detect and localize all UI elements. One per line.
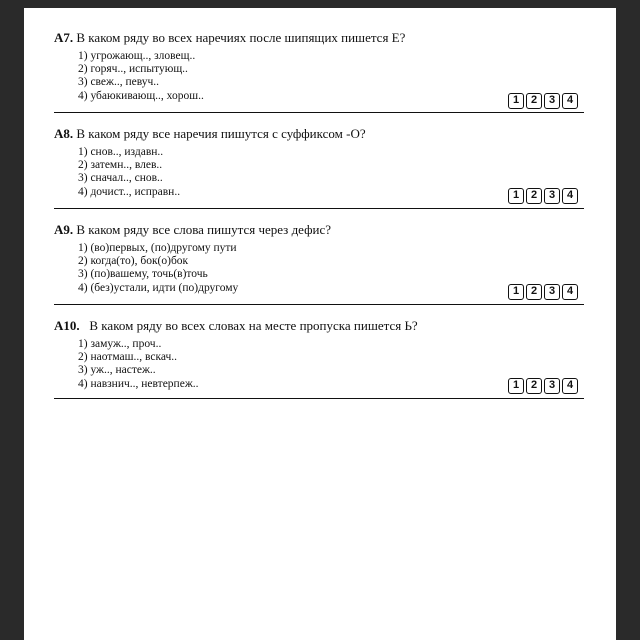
answer-boxes: [508, 188, 578, 204]
question-number: A7.: [54, 30, 74, 45]
answer-box-2[interactable]: 2: [526, 284, 542, 300]
question-text: В каком ряду во всех словах на месте пропуска пишется Ь?: [79, 318, 418, 333]
answer-box-3[interactable]: 3: [544, 284, 560, 300]
divider-line: [54, 112, 584, 113]
option-4: 4) (без)устали, идти (по)другому: [78, 281, 239, 294]
question-a8: [54, 126, 584, 216]
question-number: A10.: [54, 318, 80, 333]
option-3: 3) (по)вашему, точь(в)точь: [78, 268, 208, 281]
divider-line: [54, 398, 584, 399]
answer-box-1[interactable]: 1: [508, 378, 524, 394]
answer-box-4[interactable]: 4: [562, 188, 578, 204]
question-title: [54, 318, 584, 334]
option-1: 1) снов.., издавн..: [78, 146, 164, 158]
answer-box-2[interactable]: 2: [526, 93, 542, 109]
answer-box-2[interactable]: 2: [526, 378, 542, 394]
question-text: В каком ряду все слова пишутся через дефис?: [73, 222, 332, 237]
option-2: 2) горяч.., испытующ..: [78, 63, 188, 76]
option-4: 4) навзнич.., невтерпеж..: [78, 377, 199, 390]
answer-box-3[interactable]: 3: [544, 93, 560, 109]
answer-box-1[interactable]: 1: [508, 93, 524, 109]
answer-box-4[interactable]: 4: [562, 378, 578, 394]
worksheet-page: [24, 8, 616, 640]
question-a10: [54, 318, 584, 408]
answer-boxes: [508, 284, 578, 300]
question-title: [54, 30, 584, 46]
answer-box-4[interactable]: 4: [562, 93, 578, 109]
option-2: 2) когда(то), бок(о)бок: [78, 255, 189, 268]
option-1: 1) (во)первых, (по)другому пути: [78, 242, 237, 254]
option-2: 2) затемн.., влев..: [78, 159, 163, 172]
answer-box-2[interactable]: 2: [526, 188, 542, 204]
question-title: [54, 222, 584, 238]
option-3: 3) свеж.., певуч..: [78, 76, 160, 89]
option-4: 4) убаюкивающ.., хорош..: [78, 89, 204, 102]
divider-line: [54, 304, 584, 305]
answer-box-1[interactable]: 1: [508, 284, 524, 300]
divider-line: [54, 208, 584, 209]
option-3: 3) сначал.., снов..: [78, 172, 163, 185]
question-text: В каком ряду во всех наречиях после шипящих пишется Е?: [73, 30, 406, 45]
option-3: 3) уж.., настеж..: [78, 364, 156, 377]
question-title: [54, 126, 584, 142]
question-a9: [54, 222, 584, 312]
answer-box-1[interactable]: 1: [508, 188, 524, 204]
answer-box-4[interactable]: 4: [562, 284, 578, 300]
question-number: A8.: [54, 126, 74, 141]
question-a7: [54, 30, 584, 120]
answer-boxes: [508, 378, 578, 394]
option-1: 1) угрожающ.., зловещ..: [78, 50, 196, 62]
option-4: 4) дочист.., исправн..: [78, 185, 181, 198]
option-2: 2) наотмаш.., вскач..: [78, 351, 178, 364]
question-number: A9.: [54, 222, 74, 237]
answer-box-3[interactable]: 3: [544, 188, 560, 204]
option-1: 1) замуж.., проч..: [78, 338, 162, 350]
answer-boxes: [508, 93, 578, 109]
question-text: В каком ряду все наречия пишутся с суффиксом -О?: [73, 126, 366, 141]
answer-box-3[interactable]: 3: [544, 378, 560, 394]
